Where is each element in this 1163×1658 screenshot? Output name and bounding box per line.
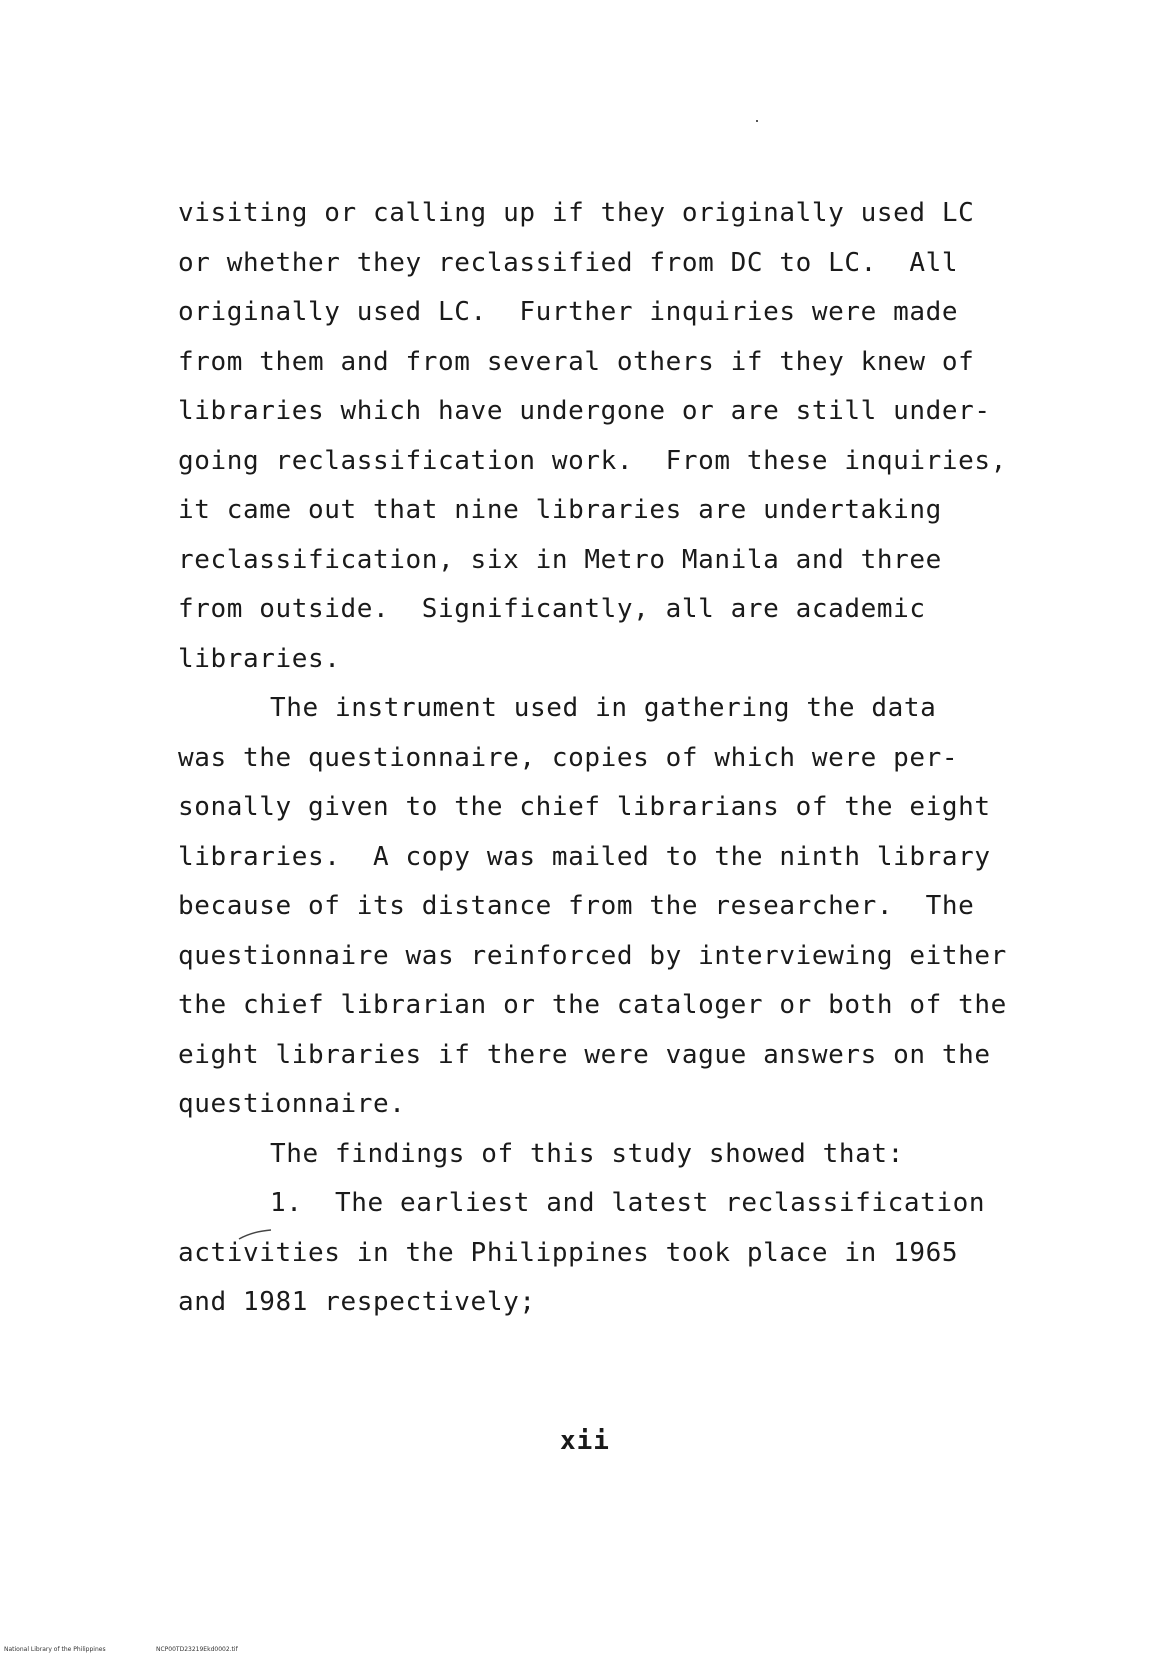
- paragraph-1-line-9: from outside. Significantly, all are academic: [178, 594, 926, 624]
- paragraph-1-line-2: or whether they reclassified from DC to LC. All: [178, 248, 959, 278]
- finding-1-line-2: activities in the Philippines took place in 1965: [178, 1238, 959, 1268]
- findings-intro: The findings of this study showed that:: [270, 1139, 904, 1169]
- paragraph-2-line-9: questionnaire.: [178, 1089, 406, 1119]
- paragraph-2-line-2: was the questionnaire, copies of which were per-: [178, 743, 959, 773]
- paragraph-2-line-3: sonally given to the chief librarians of the eight: [178, 792, 991, 822]
- paragraph-1-line-3: originally used LC. Further inquiries were made: [178, 297, 959, 327]
- paragraph-2-line-1: The instrument used in gathering the data: [270, 693, 937, 723]
- paragraph-1-line-4: from them and from several others if they knew of: [178, 347, 975, 377]
- paragraph-2-line-5: because of its distance from the researcher. The: [178, 891, 975, 921]
- paragraph-1-line-6: going reclassification work. From these inquiries,: [178, 446, 1007, 476]
- paragraph-2-line-7: the chief librarian or the cataloger or both of the: [178, 990, 1007, 1020]
- footer-library-name: National Library of the Philippines: [4, 1646, 106, 1653]
- scan-speck: [756, 120, 758, 122]
- paragraph-2-line-6: questionnaire was reinforced by interviewing either: [178, 941, 1007, 971]
- paragraph-2-line-4: libraries. A copy was mailed to the ninth library: [178, 842, 991, 872]
- paragraph-2-line-8: eight libraries if there were vague answers on the: [178, 1040, 991, 1070]
- finding-1-line-3: and 1981 respectively;: [178, 1287, 536, 1317]
- paragraph-1-line-1: visiting or calling up if they originally used LC: [178, 198, 975, 228]
- paragraph-1-line-7: it came out that nine libraries are undertaking: [178, 495, 942, 525]
- page-number: xii: [560, 1426, 610, 1456]
- paragraph-1-line-5: libraries which have undergone or are still under-: [178, 396, 991, 426]
- footer-file-id: NCP00TD23219Ekd0002.tif: [156, 1646, 238, 1653]
- paragraph-1-line-8: reclassification, six in Metro Manila and three: [178, 545, 942, 575]
- finding-1-line-1: 1. The earliest and latest reclassification: [270, 1188, 986, 1218]
- paragraph-1-line-10: libraries.: [178, 644, 341, 674]
